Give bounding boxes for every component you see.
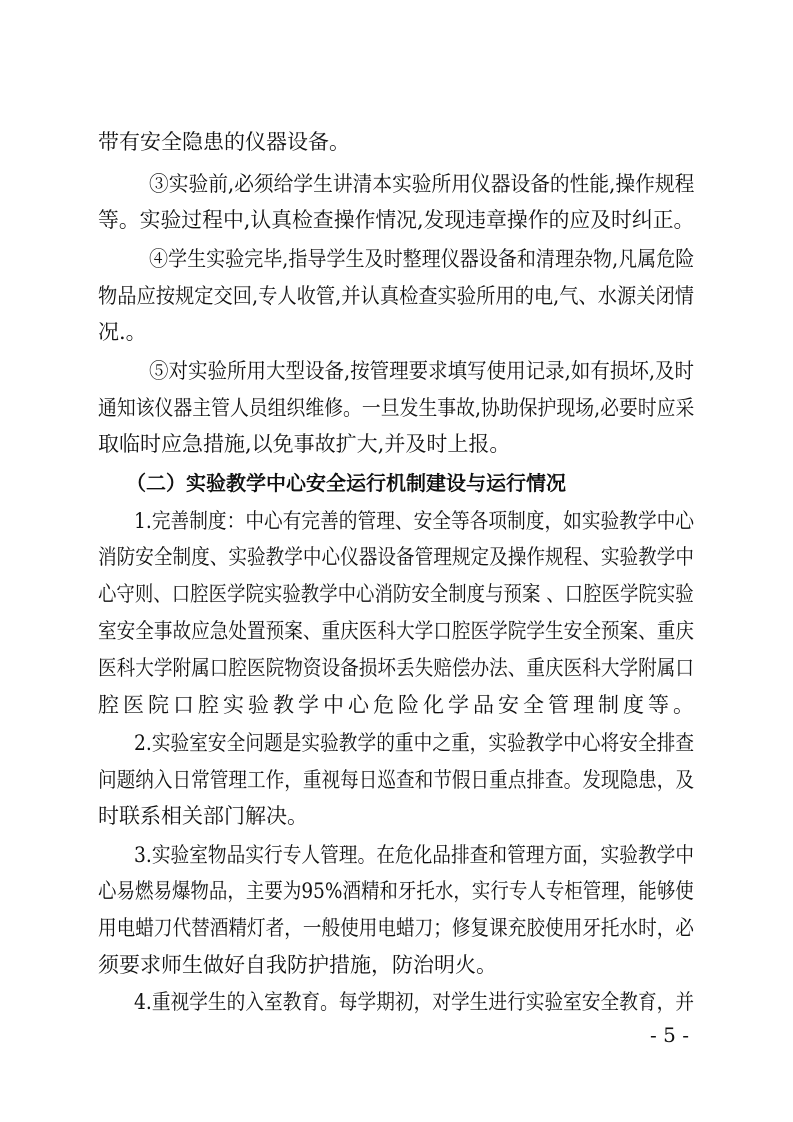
- text-line: 物品应按规定交回,专人收管,并认真检查实验所用的电,气、水源关闭情: [98, 284, 695, 308]
- text-line: 心易燃易爆物品，主要为95%酒精和牙托水，实行专人专柜管理，能够使: [98, 879, 694, 903]
- text-line: 腔医院口腔实验教学中心危险化学品安全管理制度等。: [98, 693, 698, 717]
- text-line: ③实验前,必须给学生讲清本实验所用仪器设备的性能,操作规程: [149, 172, 695, 196]
- text-line: 时联系相关部门解决。: [98, 804, 308, 828]
- text-line: 2.实验室安全问题是实验教学的重中之重，实验教学中心将安全排查: [134, 731, 695, 755]
- text-line: 况.。: [98, 320, 147, 344]
- section-heading: （二）实验教学中心安全运行机制建设与运行情况: [126, 471, 566, 495]
- text-line: 消防安全制度、实验教学中心仪器设备管理规定及操作规程、实验教学中: [98, 545, 694, 569]
- text-line: 用电蜡刀代替酒精灯者，一般使用电蜡刀；修复课充胶使用牙托水时，必: [98, 916, 694, 940]
- text-line: 室安全事故应急处置预案、重庆医科大学口腔医学院学生安全预案、重庆: [98, 619, 694, 643]
- text-line: 须要求师生做好自我防护措施，防治明火。: [98, 953, 497, 977]
- text-line: 等。实验过程中,认真检查操作情况,发现违章操作的应及时纠正。: [98, 208, 695, 232]
- text-line: 问题纳入日常管理工作，重视每日巡查和节假日重点排查。发现隐患，及: [98, 768, 694, 792]
- text-line: 医科大学附属口腔医院物资设备损坏丢失赔偿办法、重庆医科大学附属口: [98, 656, 694, 680]
- page-number: - 5 -: [650, 1023, 689, 1047]
- text-line: ④学生实验完毕,指导学生及时整理仪器设备和清理杂物,凡属危险: [149, 247, 695, 271]
- text-line: ⑤对实验所用大型设备,按管理要求填写使用记录,如有损坏,及时: [149, 359, 695, 383]
- text-line: 通知该仪器主管人员组织维修。一旦发生事故,协助保护现场,必要时应采: [98, 396, 695, 420]
- text-line: 1.完善制度：中心有完善的管理、安全等各项制度，如实验教学中心: [134, 509, 695, 533]
- text-line: 心守则、口腔医学院实验教学中心消防安全制度与预案 、口腔医学院实验: [98, 582, 694, 606]
- text-line: 取临时应急措施,以免事故扩大,并及时上报。: [98, 432, 511, 456]
- text-line: 带有安全隐患的仪器设备。: [98, 130, 350, 154]
- text-line: 3.实验室物品实行专人管理。在危化品排查和管理方面，实验教学中: [134, 843, 695, 867]
- text-line: 4.重视学生的入室教育。每学期初，对学生进行实验室安全教育，并: [134, 990, 695, 1014]
